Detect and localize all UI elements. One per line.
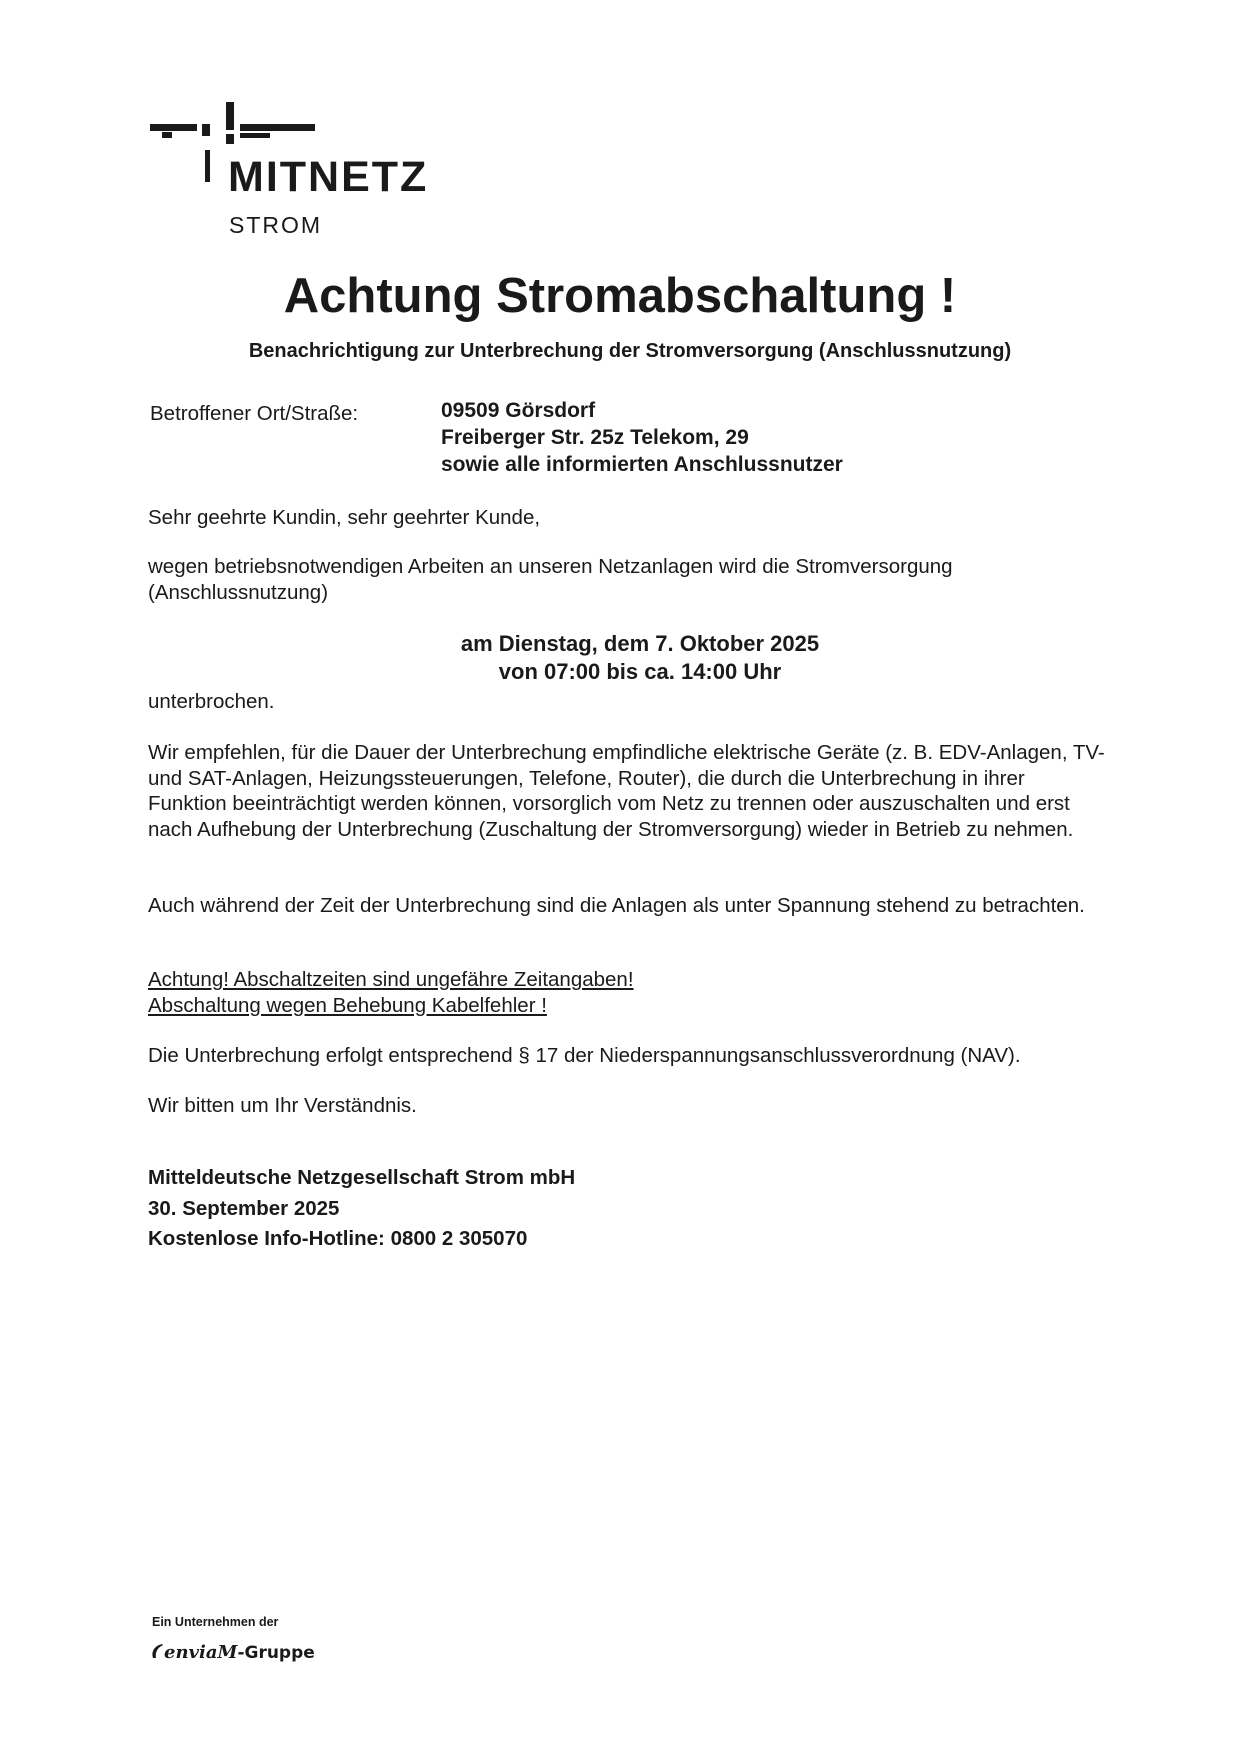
page-subtitle: Benachrichtigung zur Unterbrechung der Stromversorgung (Anschlussnutzung) <box>248 340 1012 362</box>
greeting: Sehr geehrte Kundin, sehr geehrter Kunde, <box>148 506 541 529</box>
voltage-note-paragraph: Auch während der Zeit der Unterbrechung sind die Anlagen als unter Spannung stehend zu betrachten. <box>148 894 1085 917</box>
recommendation-paragraph: Wir empfehlen, für die Dauer der Unterbrechung empfindliche elektrische Geräte (z. B. EDV-Anlagen, TV- und SAT-Anlagen, Heizungssteuerungen, Telefone, Router), die durch die Unterbrechung in ihrer Funktion beeinträchtigt werden können, vorsorglich vom Netz zu trennen oder auszuschalten und erst nach Aufhebung der Unterbrechung (Zuschaltung der Stromversorgung) wieder in Betrieb zu nehmen. <box>148 741 1105 841</box>
enviam-group-logo <box>150 1642 315 1672</box>
location-label: Betroffener Ort/Straße: <box>150 402 359 425</box>
warning-line: Abschaltung wegen Behebung Kabelfehler ! <box>148 993 547 1017</box>
hotline: Kostenlose Info-Hotline: 0800 2 305070 <box>148 1227 528 1250</box>
intro-paragraph: wegen betriebsnotwendigen Arbeiten an unseren Netzanlagen wird die Stromversorgung (Anschlussnutzung) <box>148 555 953 604</box>
warnings <box>148 967 634 1018</box>
legal-basis: Die Unterbrechung erfolgt entsprechend § 17 der Niederspannungsanschlussverordnung (NAV). <box>148 1044 1021 1067</box>
logo-name: MITNETZ <box>228 153 429 201</box>
closing-line: Wir bitten um Ihr Verständnis. <box>148 1094 417 1117</box>
location-line: 09509 Görsdorf <box>441 399 596 422</box>
group-logo-m: M <box>217 1642 238 1663</box>
group-logo-envia: envia <box>164 1642 218 1663</box>
company-name: Mitteldeutsche Netzgesellschaft Strom mbH <box>148 1166 576 1189</box>
location-line: sowie alle informierten Anschlussnutzer <box>441 453 843 476</box>
warning-line: Achtung! Abschaltzeiten sind ungefähre Zeitangaben! <box>148 968 634 991</box>
footer-caption: Ein Unternehmen der <box>152 1615 279 1629</box>
location-line: Freiberger Str. 25z Telekom, 29 <box>441 426 749 449</box>
outage-time: von 07:00 bis ca. 14:00 Uhr <box>498 659 782 684</box>
location-values <box>441 397 843 478</box>
enviam-swoosh-icon <box>150 1642 164 1660</box>
signature-block <box>148 1163 575 1255</box>
outage-datetime <box>390 630 890 686</box>
outage-date: am Dienstag, dem 7. Oktober 2025 <box>460 631 820 656</box>
page-title: Achtung Stromabschaltung ! <box>283 269 957 323</box>
logo-subtitle: STROM <box>229 212 323 238</box>
interrupted-text: unterbrochen. <box>148 690 275 713</box>
letter-date: 30. September 2025 <box>148 1196 340 1220</box>
group-logo-gruppe: -Gruppe <box>237 1643 315 1663</box>
